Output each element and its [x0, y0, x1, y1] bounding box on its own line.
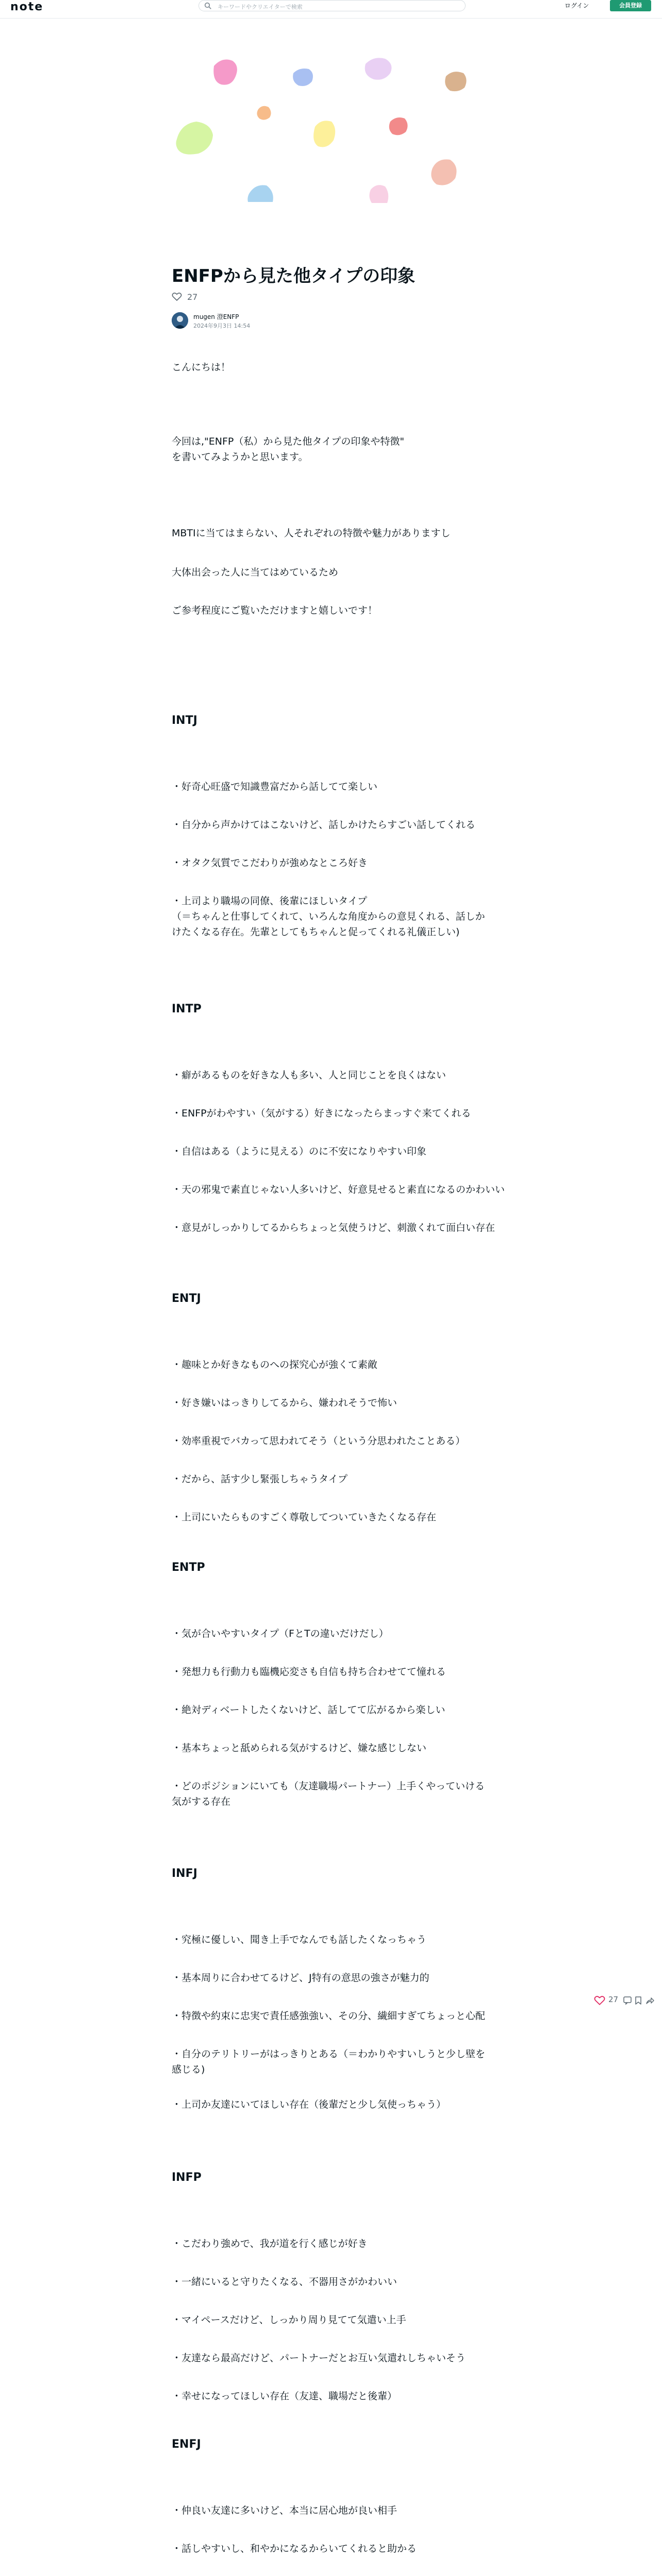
side-like-count: 27 — [608, 1995, 619, 2004]
list-item: ・癖があるものを好きな人も多い、人と同じことを良くはない — [172, 1070, 446, 1081]
list-item: ・幸せになってほしい存在（友達、職場だと後輩） — [172, 2391, 398, 2402]
list-item: ・特徴や約束に忠実で責任感強強い、その分、繊細すぎてちょっと心配 — [172, 2010, 486, 2022]
list-item: ・だから、話す少し緊張しちゃうタイプ — [172, 1473, 348, 1485]
author-block[interactable] — [172, 311, 326, 330]
cover-image — [172, 52, 481, 227]
section-heading: INFJ — [172, 1867, 197, 1880]
share-icon[interactable] — [646, 1996, 655, 2005]
list-item: ・話しやすいし、和やかになるからいてくれると助かる — [172, 2543, 417, 2554]
list-item: ・絶対ディベートしたくないけど、話してて広がるから楽しい — [172, 1704, 445, 1716]
avatar[interactable] — [172, 312, 188, 329]
section-heading: INTJ — [172, 714, 197, 727]
side-action-bar — [592, 1993, 656, 2008]
list-item: ・上司より職場の同僚、後輩にほしいタイプ — [172, 895, 368, 907]
list-item: ・好き嫌いはっきりしてるから、嫌われそうで怖い — [172, 1397, 398, 1409]
list-item: ・自分から声かけてはこないけど、話しかけたらすごい話してくれる — [172, 819, 476, 831]
author-name[interactable]: mugen 澄ENFP — [193, 313, 239, 320]
list-item: ・上司か友達にいてほしい存在（後輩だと少し気使っちゃう） — [172, 2099, 446, 2110]
list-item: （＝ちゃんと仕事してくれて、いろんな角度からの意見くれる、話しかけたくなる存在。先輩としてもちゃんと促ってくれる礼儀正しい) — [172, 911, 485, 938]
login-link[interactable]: ログイン — [565, 2, 589, 9]
list-item: ・ENFPがわやすい（気がする）好きになったらまっすぐ来てくれる — [172, 1108, 471, 1119]
list-item: ・効率重視でバカって思われてそう（という分思われたことある） — [172, 1435, 466, 1447]
list-item: ・天の邪鬼で素直じゃない人多いけど、好意見せると素直になるのかわいい — [172, 1184, 505, 1195]
heart-icon — [172, 292, 182, 301]
list-item: ・基本ちょっと舐められる気がするけど、嫌な感じしない — [172, 1742, 427, 1754]
section-heading: ENFJ — [172, 2438, 201, 2451]
list-item: ・気が合いやすいタイプ（FとTの違いだけだし） — [172, 1628, 389, 1639]
list-item: ・究極に優しい、聞き上手でなんでも話したくなっちゃう — [172, 1934, 427, 1945]
register-button[interactable]: 会員登録 — [610, 0, 651, 11]
intro-line: こんにちは！ — [172, 362, 231, 373]
list-item: ・こだわり強めで、我が道を行く感じが好き — [172, 2238, 368, 2249]
list-item: ・マイペースだけど、しっかり周り見てて気遣い上手 — [172, 2314, 406, 2326]
list-item: ・好奇心旺盛で知識豊富だから話してて楽しい — [172, 781, 378, 792]
intro-line: 今回は,"ENFP（私）から見た他タイプの印象や特徴" — [172, 436, 405, 447]
list-item: ・仲良い友達に多いけど、本当に居心地が良い相手 — [172, 2505, 398, 2516]
section-heading: INFP — [172, 2171, 202, 2184]
comment-icon[interactable] — [623, 1996, 632, 2005]
list-item: ・趣味とか好きなものへの探究心が強くて素敵 — [172, 1359, 378, 1370]
search-bar[interactable] — [198, 0, 466, 11]
section-heading: INTP — [172, 1003, 202, 1015]
article-title: ENFPから見た他タイプの印象 — [172, 266, 416, 286]
list-item: ・どのポジションにいても（友達職場パートナー）上手くやっていける気がする存在 — [172, 1781, 485, 1807]
note-logo[interactable]: note — [10, 1, 44, 13]
section-heading: ENTJ — [172, 1292, 201, 1305]
intro-line: 大体出会った人に当てはめているため — [172, 567, 339, 578]
intro-line: を書いてみようかと思います。 — [172, 451, 308, 463]
section-heading: ENTP — [172, 1561, 205, 1574]
site-header — [0, 0, 662, 19]
list-item: ・発想力も行動力も臨機応変さも自信も持ち合わせてて憧れる — [172, 1666, 446, 1677]
list-item: ・意見がしっかりしてるからちょっと気使うけど、刺激くれて面白い存在 — [172, 1222, 495, 1233]
intro-line: MBTIに当てはまらない、人それぞれの特徴や魅力がありますし — [172, 528, 451, 539]
list-item: ・オタク気質でこだわりが強めなところ好き — [172, 857, 368, 869]
like-count: 27 — [187, 292, 198, 302]
intro-line: ご参考程度にご覧いただけますと嬉しいです！ — [172, 605, 378, 616]
list-item: ・基本周りに合わせてるけど、J特有の意思の強さが魅力的 — [172, 1972, 429, 1984]
bookmark-icon[interactable] — [634, 1996, 642, 2005]
list-item: ・上司にいたらものすごく尊敬してついていきたくなる存在 — [172, 1512, 437, 1523]
post-date: 2024年9月3日 14:54 — [193, 323, 251, 329]
search-icon — [204, 2, 211, 9]
list-item: ・一緒にいると守りたくなる、不器用さがかわいい — [172, 2276, 398, 2287]
list-item: ・自分のテリトリーがはっきりとある（＝わかりやすいしうと少し壁を感じる) — [172, 2048, 486, 2075]
search-placeholder: キーワードやクリエイターで検索 — [218, 4, 303, 10]
list-item: ・友達なら最高だけど、パートナーだとお互い気遣れしちゃいそう — [172, 2352, 466, 2364]
heart-icon[interactable] — [594, 1995, 605, 2006]
list-item: ・自信はある（ように見える）のに不安になりやすい印象 — [172, 1146, 427, 1157]
